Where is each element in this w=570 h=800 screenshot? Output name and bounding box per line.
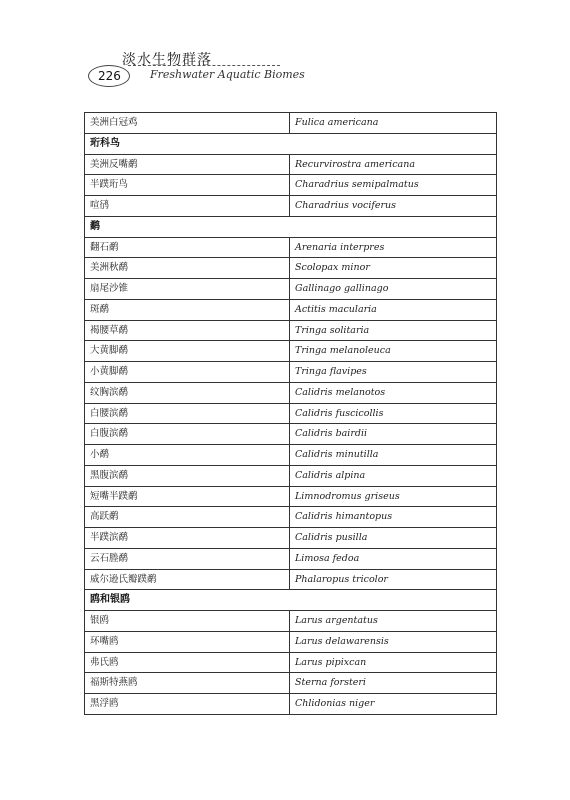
- table-row: [85, 445, 497, 466]
- table-row: [85, 258, 497, 279]
- common-name-cell: 威尔逊氏瓣蹼鹬: [85, 569, 290, 590]
- scientific-name-cell: Tringa melanoleuca: [290, 341, 497, 362]
- common-name-cell: 环嘴鸥: [85, 631, 290, 652]
- category-label: 珩科鸟: [85, 133, 497, 154]
- scientific-name-cell: Fulica americana: [290, 113, 497, 134]
- common-name-cell: 扇尾沙锥: [85, 279, 290, 300]
- table-row: [85, 382, 497, 403]
- common-name-cell: 大黄脚鹬: [85, 341, 290, 362]
- species-table: [84, 112, 497, 715]
- scientific-name-cell: Larus pipixcan: [290, 652, 497, 673]
- scientific-name-cell: Larus delawarensis: [290, 631, 497, 652]
- common-name-cell: 小鹬: [85, 445, 290, 466]
- common-name-cell: 斑鹬: [85, 299, 290, 320]
- scientific-name-cell: Calidris bairdii: [290, 424, 497, 445]
- category-row: [85, 216, 497, 237]
- common-name-cell: 高跃鹬: [85, 507, 290, 528]
- scientific-name-cell: Gallinago gallinago: [290, 279, 497, 300]
- table-row: [85, 237, 497, 258]
- table-row: [85, 279, 497, 300]
- page-number: 226: [98, 69, 121, 83]
- common-name-cell: 黑腹滨鹬: [85, 465, 290, 486]
- running-title: 淡水生物群落: [122, 52, 212, 68]
- table-row: [85, 465, 497, 486]
- table-row: [85, 299, 497, 320]
- scientific-name-cell: Calidris himantopus: [290, 507, 497, 528]
- table-row: [85, 694, 497, 715]
- table-row: [85, 673, 497, 694]
- table-row: [85, 175, 497, 196]
- common-name-cell: 喧鸻: [85, 196, 290, 217]
- table-row: [85, 611, 497, 632]
- scientific-name-cell: Calidris pusilla: [290, 528, 497, 549]
- table-row: [85, 631, 497, 652]
- common-name-cell: 白腹滨鹬: [85, 424, 290, 445]
- scientific-name-cell: Calidris alpina: [290, 465, 497, 486]
- common-name-cell: 黑浮鸥: [85, 694, 290, 715]
- running-subtitle: Freshwater Aquatic Biomes: [150, 68, 305, 81]
- scientific-name-cell: Phalaropus tricolor: [290, 569, 497, 590]
- scientific-name-cell: Limosa fedoa: [290, 548, 497, 569]
- scientific-name-cell: Calidris minutilla: [290, 445, 497, 466]
- page-header: [88, 48, 305, 88]
- scientific-name-cell: Chlidonias niger: [290, 694, 497, 715]
- scientific-name-cell: Calidris melanotos: [290, 382, 497, 403]
- common-name-cell: 银鸥: [85, 611, 290, 632]
- table-row: [85, 548, 497, 569]
- scientific-name-cell: Arenaria interpres: [290, 237, 497, 258]
- table-row: [85, 196, 497, 217]
- common-name-cell: 半蹼珩鸟: [85, 175, 290, 196]
- scientific-name-cell: Recurvirostra americana: [290, 154, 497, 175]
- common-name-cell: 纹胸滨鹬: [85, 382, 290, 403]
- scientific-name-cell: Charadrius vociferus: [290, 196, 497, 217]
- category-label: 鹬: [85, 216, 497, 237]
- common-name-cell: 福斯特燕鸥: [85, 673, 290, 694]
- common-name-cell: 弗氏鸥: [85, 652, 290, 673]
- table-row: [85, 652, 497, 673]
- table-row: [85, 362, 497, 383]
- common-name-cell: 翻石鹬: [85, 237, 290, 258]
- common-name-cell: 美洲秋鹬: [85, 258, 290, 279]
- common-name-cell: 小黄脚鹬: [85, 362, 290, 383]
- scientific-name-cell: Tringa solitaria: [290, 320, 497, 341]
- table-row: [85, 486, 497, 507]
- common-name-cell: 美洲反嘴鹬: [85, 154, 290, 175]
- scientific-name-cell: Tringa flavipes: [290, 362, 497, 383]
- table-row: [85, 154, 497, 175]
- scientific-name-cell: Sterna forsteri: [290, 673, 497, 694]
- common-name-cell: 白腰滨鹬: [85, 403, 290, 424]
- common-name-cell: 云石塍鹬: [85, 548, 290, 569]
- table-row: [85, 528, 497, 549]
- scientific-name-cell: Actitis macularia: [290, 299, 497, 320]
- common-name-cell: 半蹼滨鹬: [85, 528, 290, 549]
- scientific-name-cell: Limnodromus griseus: [290, 486, 497, 507]
- table-row: [85, 403, 497, 424]
- category-row: [85, 590, 497, 611]
- category-label: 鸥和银鸥: [85, 590, 497, 611]
- common-name-cell: 褐腰草鹬: [85, 320, 290, 341]
- scientific-name-cell: Scolopax minor: [290, 258, 497, 279]
- table-row: [85, 424, 497, 445]
- species-table-container: [84, 112, 497, 715]
- species-table-body: [85, 113, 497, 715]
- category-row: [85, 133, 497, 154]
- common-name-cell: 美洲白冠鸡: [85, 113, 290, 134]
- table-row: [85, 113, 497, 134]
- scientific-name-cell: Larus argentatus: [290, 611, 497, 632]
- table-row: [85, 320, 497, 341]
- table-row: [85, 569, 497, 590]
- scientific-name-cell: Calidris fuscicollis: [290, 403, 497, 424]
- table-row: [85, 507, 497, 528]
- common-name-cell: 短嘴半蹼鹬: [85, 486, 290, 507]
- header-dashed-rule: [128, 65, 280, 66]
- table-row: [85, 341, 497, 362]
- scientific-name-cell: Charadrius semipalmatus: [290, 175, 497, 196]
